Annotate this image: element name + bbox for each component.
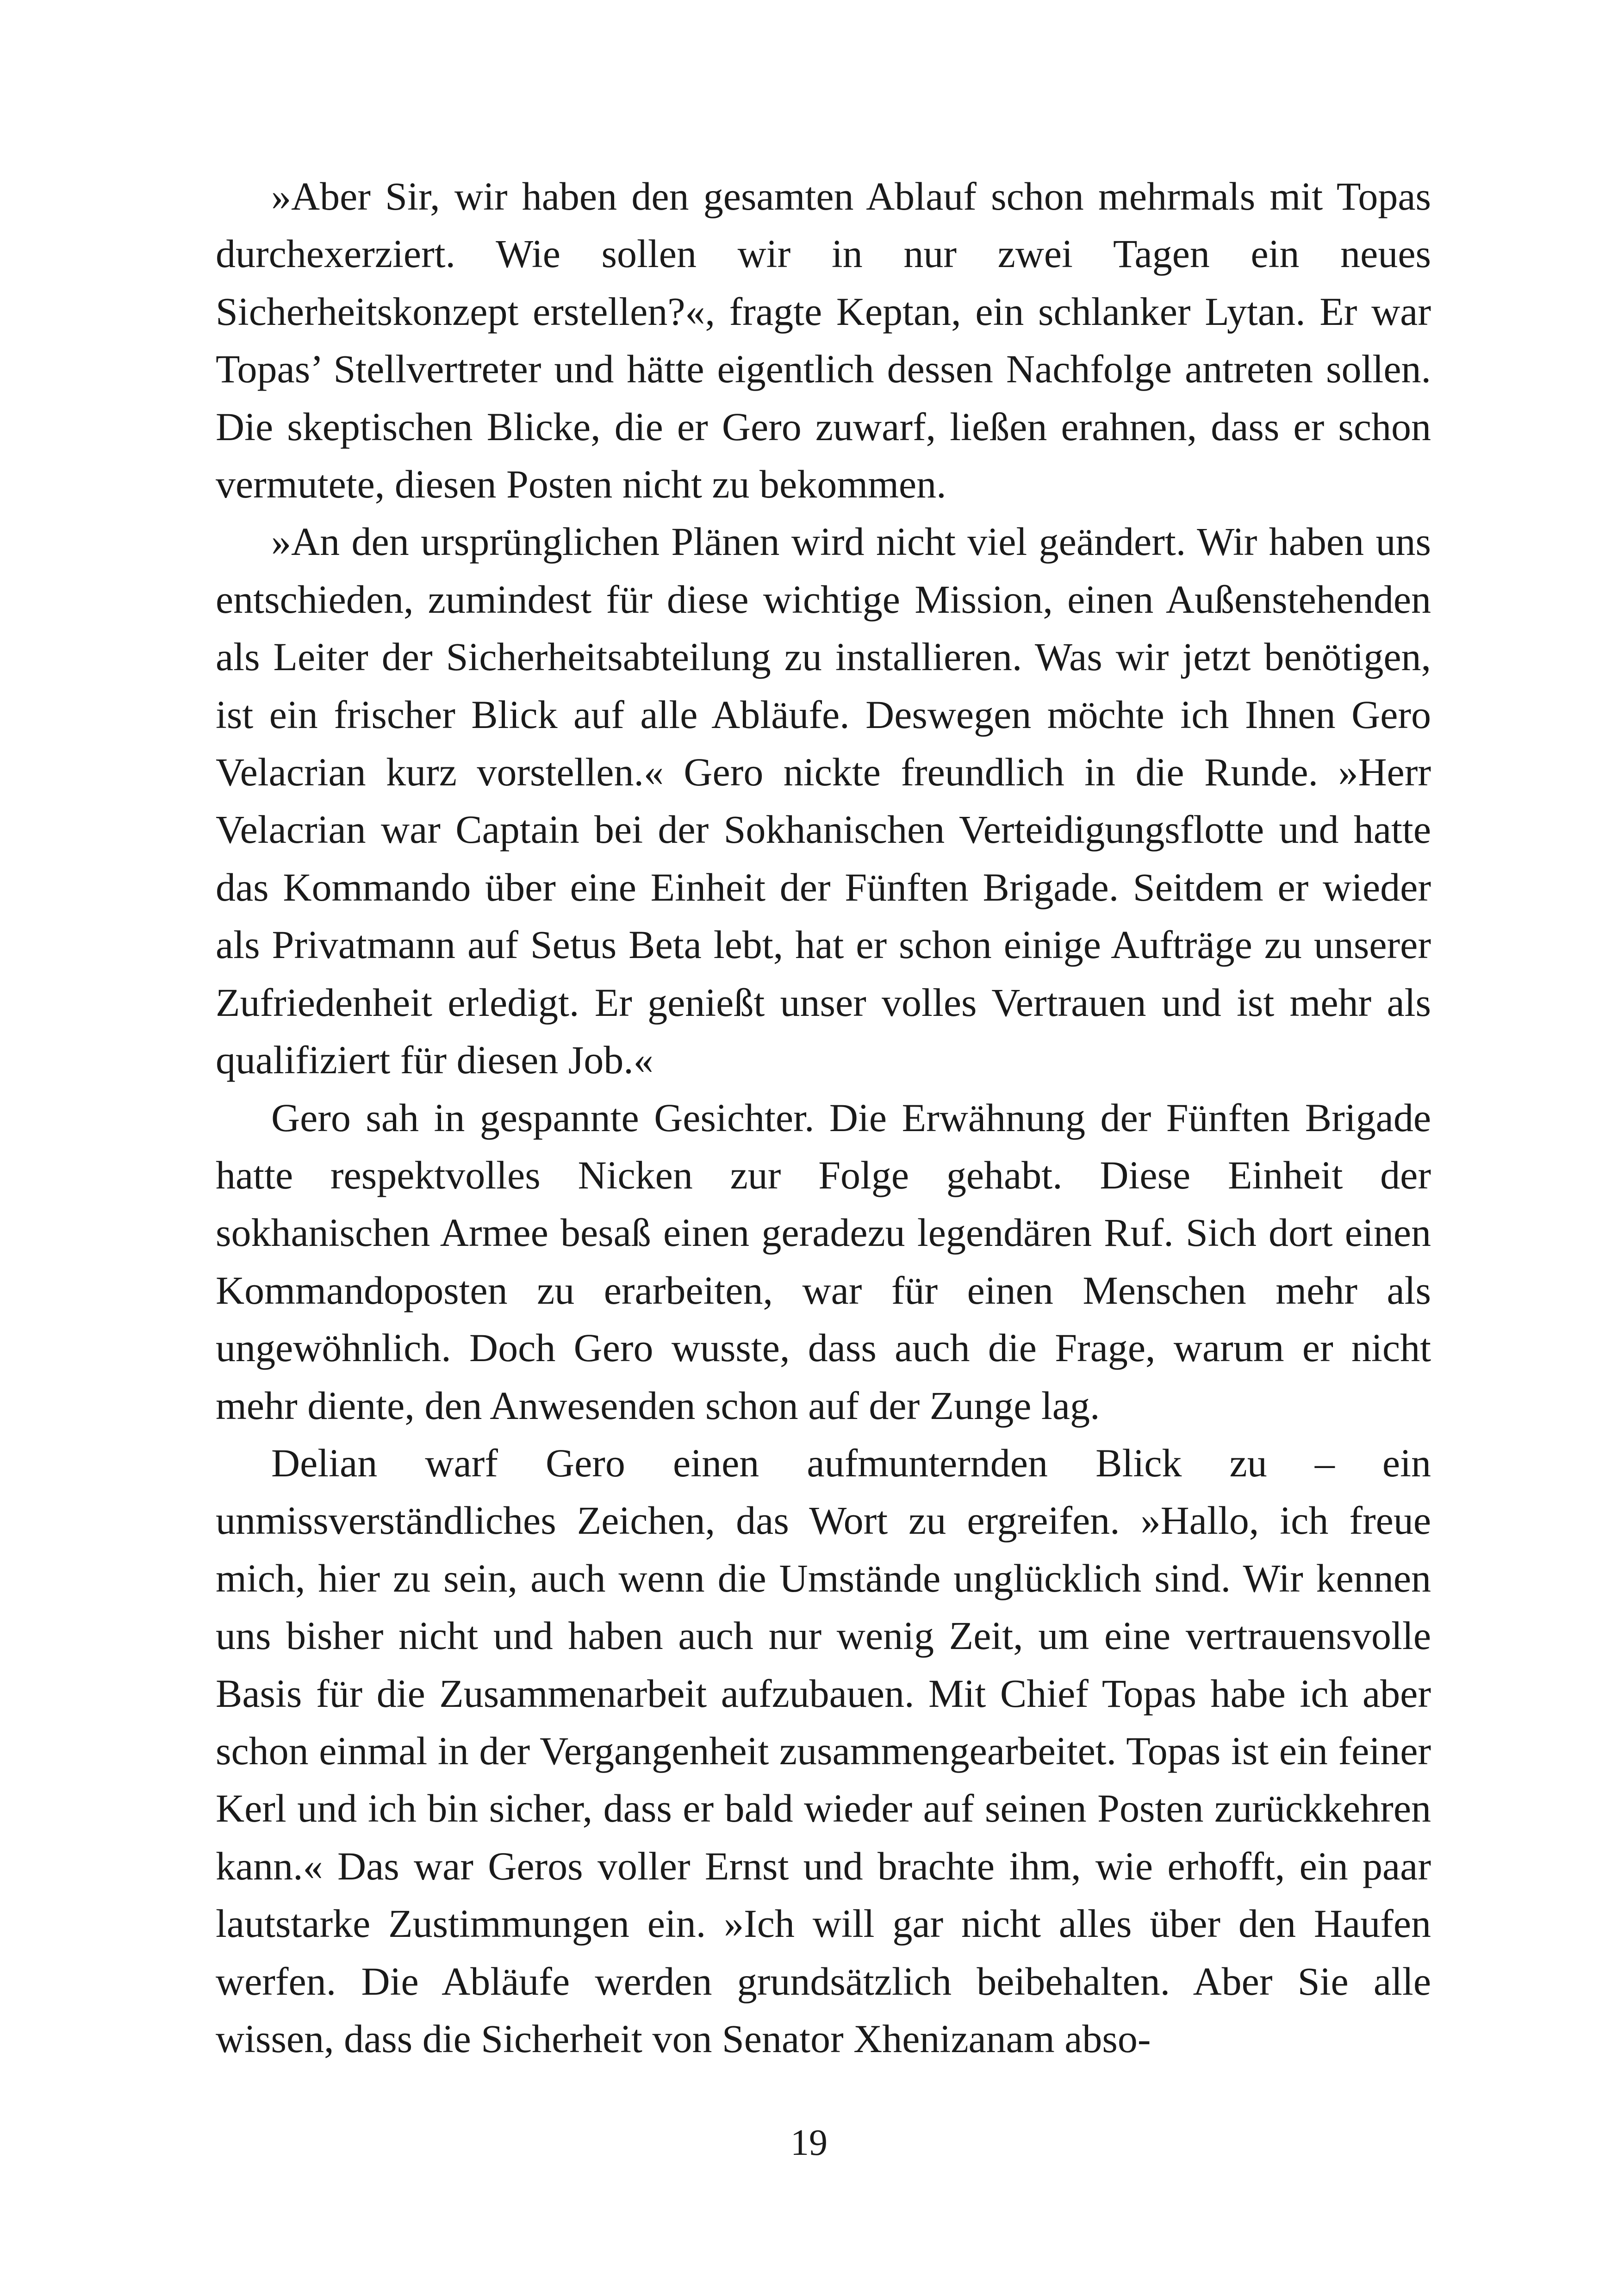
paragraph: »An den ursprünglichen Plänen wird nicht viel geändert. Wir haben uns entschieden, zumindest für diese wichtige Mission, einen Außenstehenden als Leiter der Sicherheitsabteilung zu installieren. Was wir jetzt benötigen, ist ein frischer Blick auf alle Abläufe. Deswegen möchte ich Ihnen Gero Velacrian kurz vorstellen.« Gero nickte freundlich in die Runde. »Herr Velacrian war Captain bei der Sokhanischen Verteidigungsflotte und hatte das Kommando über eine Einheit der Fünften Brigade. Seitdem er wieder als Privatmann auf Setus Beta lebt, hat er schon einige Aufträge zu unserer Zufriedenheit erledigt. Er genießt unser volles Vertrauen und ist mehr als qualifiziert für diesen Job.« xyxy=(216,519,1431,1083)
paragraph: »Aber Sir, wir haben den gesamten Ablauf schon mehrmals mit Topas durchexerziert. Wie sollen wir in nur zwei Tagen ein neues Sicherheitskonzept erstellen?«, fragte Keptan, ein schlanker Lytan. Er war Topas’ Stellvertreter und hätte eigentlich dessen Nachfolge antreten sollen. Die skeptischen Blicke, die er Gero zuwarf, ließen erahnen, dass er schon vermutete, diesen Posten nicht zu bekommen. xyxy=(216,174,1431,507)
paragraph: Delian warf Gero einen aufmunternden Blick zu – ein unmissverständliches Zeichen, das Wort zu ergreifen. »Hallo, ich freue mich, hier zu sein, auch wenn die Umstände unglücklich sind. Wir kennen uns bisher nicht und haben auch nur wenig Zeit, um eine vertrauensvolle Basis für die Zusammenarbeit aufzubauen. Mit Chief Topas habe ich aber schon einmal in der Vergangenheit zusammengearbeitet. Topas ist ein feiner Kerl und ich bin sicher, dass er bald wieder auf seinen Posten zurückkehren kann.« Das war Geros voller Ernst und brachte ihm, wie erhofft, ein paar lautstarke Zustimmungen ein. »Ich will gar nicht alles über den Haufen werfen. Die Abläufe werden grundsätzlich beibehalten. Aber Sie alle wissen, dass die Sicherheit von Senator Xhenizanam abso- xyxy=(216,1440,1431,2061)
paragraph: Gero sah in gespannte Gesichter. Die Erwähnung der Fünften Brigade hatte respektvolles Nicken zur Folge gehabt. Diese Einheit der sokhanischen Armee besaß einen geradezu legendären Ruf. Sich dort einen Kommandoposten zu erarbeiten, war für einen Menschen mehr als ungewöhnlich. Doch Gero wusste, dass auch die Frage, warum er nicht mehr diente, den Anwesenden schon auf der Zunge lag. xyxy=(216,1095,1431,1428)
page-number: 19 xyxy=(790,2122,828,2163)
body-text xyxy=(216,168,1431,2067)
